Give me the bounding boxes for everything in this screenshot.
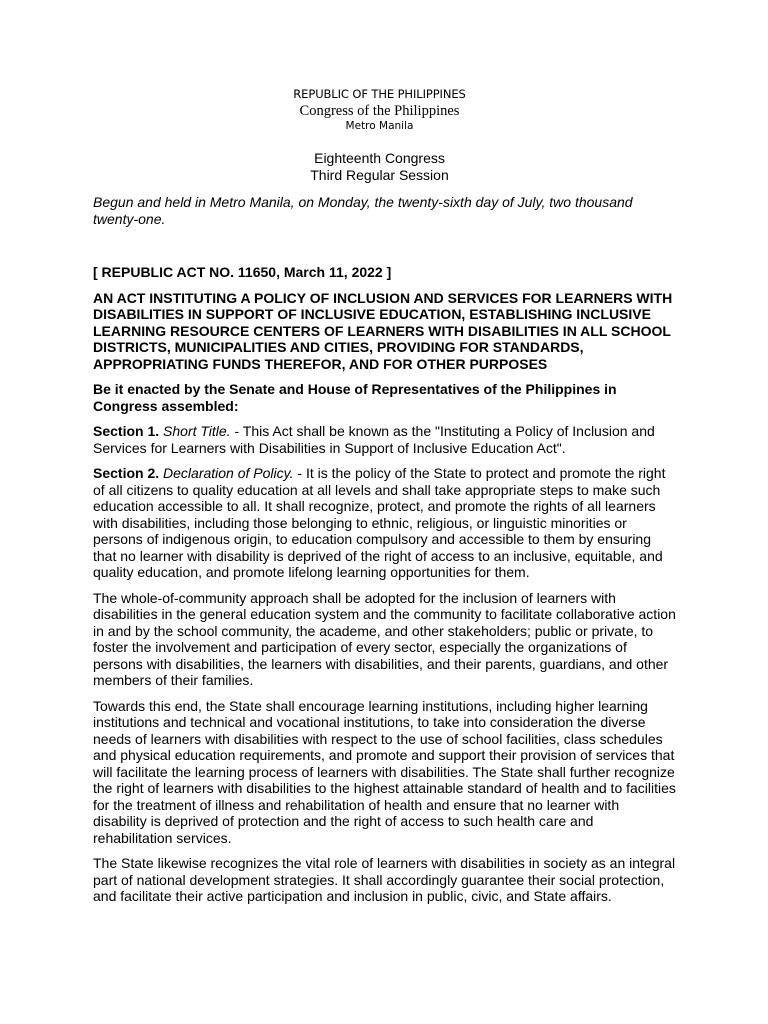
session-block: [83, 150, 676, 183]
policy-paragraph-1: The whole-of-community approach shall be adopted for the inclusion of learners with disabilities in the general education system and the community to facilitate collaborative action in and by the school community, the academe, and other stakeholders; public or private, to foster the involvement and participation of every sector, especially the organizations of persons with disabilities, the learners with disabilities, and their parents, guardians, and other members of their families.: [93, 589, 676, 688]
section-2-text: - It is the policy of the State to protect and promote the right of all citizens to quality education at all levels and shall take appropriate steps to make such education accessible to all. It shall recognize, protect, and promote the rights of all learners with disabilities, including those belonging to ethnic, religious, or linguistic minorities or persons of indigenous origin, to education compulsory and accessible to them by ensuring that no learner with disability is deprived of the right of access to an inclusive, equitable, and quality education, and promote lifelong learning opportunities for them.: [93, 465, 666, 580]
policy-paragraph-3: The State likewise recognizes the vital role of learners with disabilities in society as an integral part of national development strategies. It shall accordingly guarantee their social protection, and facilitate their active participation and inclusion in public, civic, and State affairs.: [93, 855, 676, 904]
document-body: [93, 86, 676, 905]
policy-paragraph-2: Towards this end, the State shall encourage learning institutions, including higher learning institutions and technical and vocational institutions, to take into consideration the diverse needs of learners with disabilities with respect to the use of school facilities, class schedules and physical education requirements, and promote and support their provision of services that will facilitate the learning process of learners with disabilities. The State shall further recognize the right of learners with disabilities to the highest attainable standard of health and to facilities for the treatment of illness and rehabilitation of health and ensure that no learner with disability is deprived of protection and the right of access to such health care and rehabilitation services.: [93, 697, 676, 846]
section-1-number: Section 1.: [93, 423, 160, 439]
section-1: [93, 423, 676, 456]
congress-number: Eighteenth Congress: [314, 150, 445, 166]
begun-statement: Begun and held in Metro Manila, on Monday, the twenty-sixth day of July, two thousand twenty-one.: [93, 194, 633, 227]
session-name: Third Regular Session: [310, 166, 449, 183]
section-2-title: Declaration of Policy.: [163, 465, 294, 481]
act-number: [ REPUBLIC ACT NO. 11650, March 11, 2022 ]: [93, 264, 392, 280]
document-header: [83, 86, 676, 133]
enacting-clause: Be it enacted by the Senate and House of Representatives of the Philippines in Congress assembled:: [93, 381, 617, 414]
act-title: AN ACT INSTITUTING A POLICY OF INCLUSION AND SERVICES FOR LEARNERS WITH DISABILITIES IN SUPPORT OF INCLUSIVE EDUCATION, ESTABLISHING INCLUSIVE LEARNING RESOURCE CENTERS OF LEARNERS WITH DISABILITIES IN ALL SCHOOL DISTRICTS, MUNICIPALITIES AND CITIES, PROVIDING FOR STANDARDS, APPROPRIATING FUNDS THEREFOR, AND FOR OTHER PURPOSES: [93, 289, 673, 372]
section-2-number: Section 2.: [93, 465, 160, 481]
section-2: [93, 465, 676, 581]
republic-heading: REPUBLIC OF THE PHILIPPINES: [293, 87, 466, 101]
location-heading: Metro Manila: [345, 120, 414, 132]
section-1-title: Short Title.: [163, 423, 231, 439]
section-1-text: - This Act shall be known as the "Instituting a Policy of Inclusion and Services for Learners with Disabilities in Support of Inclusive Education Act".: [93, 423, 655, 456]
congress-heading: Congress of the Philippines: [299, 103, 460, 119]
